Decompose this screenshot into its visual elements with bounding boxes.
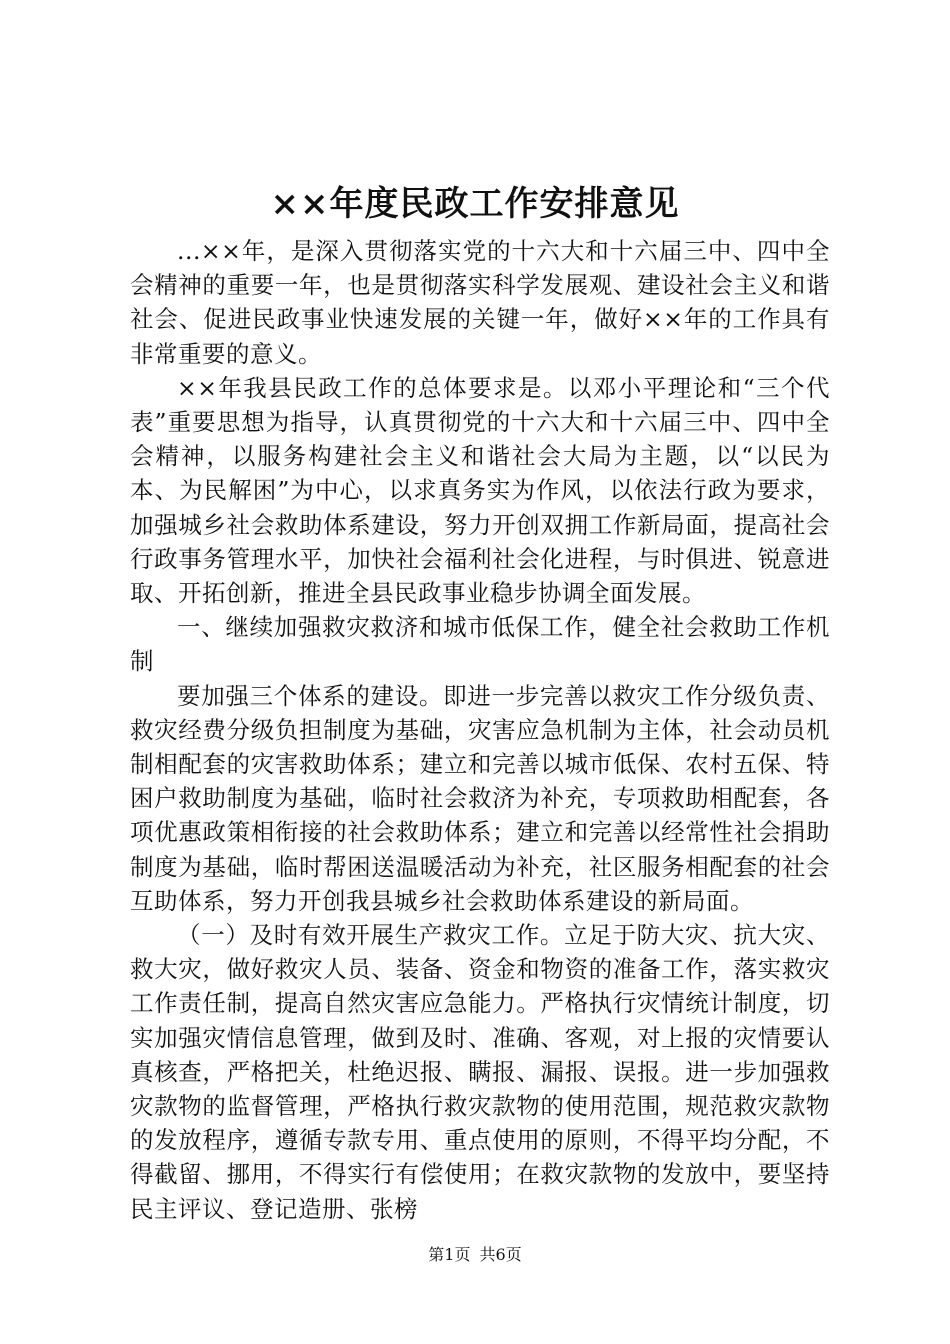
paragraph-disaster-relief: （一）及时有效开展生产救灾工作。立足于防大灾、抗大灾、救大灾，做好救灾人员、装备、资金和物资的准备工作，落实救灾工作责任制，提高自然灾害应急能力。严格执行灾情统计制度，切实加强灾情信息管理，做到及时、准确、客观，对上报的灾情要认真核查，严格把关，杜绝迟报、瞒报、漏报、误报。进一步加强救灾款物的监督管理，严格执行救灾款物的使用范围，规范救灾款物的发放程序，遵循专款专用、重点使用的原则，不得平均分配，不得截留、挪用，不得实行有偿使用；在救灾款物的发放中，要坚持民主评议、登记造册、张榜 <box>130 921 830 1223</box>
paragraph-overall-requirements: ××年我县民政工作的总体要求是。以邓小平理论和“三个代表”重要思想为指导，认真贯彻党的十六大和十六届三中、四中全会精神，以服务构建社会主义和谐社会大局为主题，以“以民为本、为民解困”为中心，以求真务实为作风，以依法行政为要求，加强城乡社会救助体系建设，努力开创双拥工作新局面，提高社会行政事务管理水平，加快社会福利社会化进程，与时俱进、锐意进取、开拓创新，推进全县民政事业稳步协调全面发展。 <box>130 373 830 608</box>
paragraph-three-systems: 要加强三个体系的建设。即进一步完善以救灾工作分级负责、救灾经费分级负担制度为基础，灾害应急机制为主体，社会动员机制相配套的灾害救助体系；建立和完善以城市低保、农村五保、特困户救助制度为基础，临时社会救济为补充，专项救助相配套，各项优惠政策相衔接的社会救助体系；建立和完善以经常性社会捐助制度为基础，临时帮困送温暖活动为补充，社区服务相配套的社会互助体系，努力开创我县城乡社会救助体系建设的新局面。 <box>130 681 830 915</box>
page-number: 第1页 <box>428 1245 471 1264</box>
section-heading-1: 一、继续加强救灾救济和城市低保工作，健全社会救助工作机制 <box>130 613 830 676</box>
document-title: ××年度民政工作安排意见 <box>270 184 680 224</box>
document-body <box>130 234 830 1226</box>
page-total: 共6页 <box>479 1245 522 1264</box>
paragraph-intro: ...××年，是深入贯彻落实党的十六大和十六届三中、四中全会精神的重要一年，也是贯彻落实科学发展观、建设社会主义和谐社会、促进民政事业快速发展的关键一年，做好××年的工作具有非常重要的意义。 <box>130 237 830 368</box>
page-footer <box>0 1244 950 1266</box>
